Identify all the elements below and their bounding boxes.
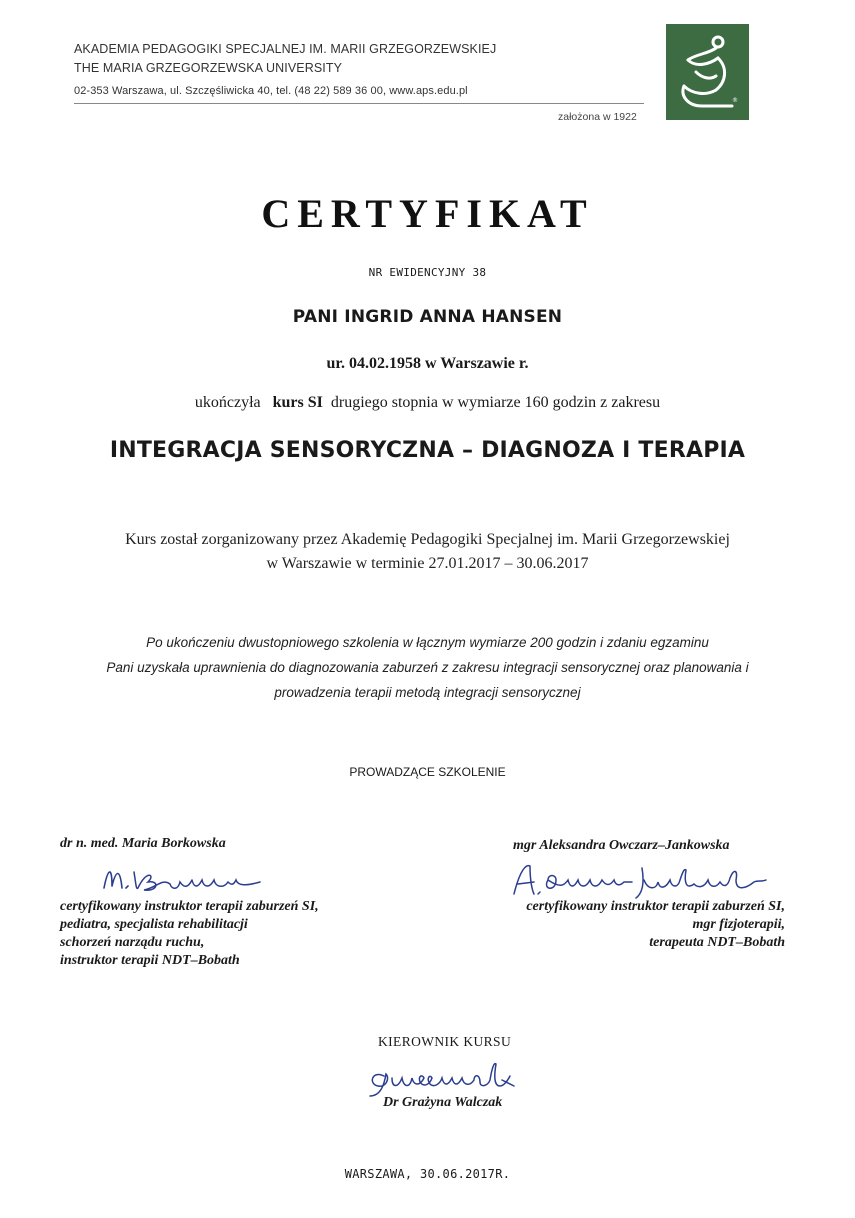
course-name: INTEGRACJA SENSORYCZNA – DIAGNOZA I TERAPIA <box>109 438 746 463</box>
registry-number: NR EWIDENCYJNY 38 <box>368 266 487 279</box>
right-instructor-signature <box>508 860 778 900</box>
left-cred-line: instruktor terapii NDT–Bobath <box>60 953 240 968</box>
right-cred-line: certyfikowany instruktor terapii zaburzeń SI, <box>526 899 785 914</box>
logo-figure-icon <box>666 24 749 120</box>
founded-note: założona w 1922 <box>558 111 637 123</box>
organized-line-2: w Warszawie w terminie 27.01.2017 – 30.06.2017 <box>266 555 589 572</box>
right-instructor-credentials <box>526 898 785 952</box>
certificate-title: CERTYFIKAT <box>261 191 594 236</box>
university-address: 02-353 Warszawa, ul. Szczęśliwicka 40, tel. (48 22) 589 36 00, www.aps.edu.pl <box>74 85 468 97</box>
left-cred-line: certyfikowany instruktor terapii zaburzeń SI, <box>60 899 319 914</box>
completed-prefix: ukończyła <box>194 394 261 411</box>
university-name-pl: AKADEMIA PEDAGOGIKI SPECJALNEJ IM. MARII GRZEGORZEWSKIEJ <box>74 42 497 56</box>
right-instructor-name: mgr Aleksandra Owczarz–Jankowska <box>513 838 730 853</box>
instructors-heading: PROWADZĄCE SZKOLENIE <box>349 765 506 779</box>
completed-course: kurs SI <box>272 394 323 411</box>
recipient-name: PANI INGRID ANNA HANSEN <box>292 307 563 327</box>
qualification-line-3: prowadzenia terapii metodą integracji sensorycznej <box>274 685 581 700</box>
left-cred-line: schorzeń narządu ruchu, <box>60 935 205 950</box>
university-name-en: THE MARIA GRZEGORZEWSKA UNIVERSITY <box>74 61 343 75</box>
right-cred-line: terapeuta NDT–Bobath <box>649 935 785 950</box>
left-instructor-signature <box>100 858 280 898</box>
svg-text:®: ® <box>732 97 738 104</box>
birth-info: ur. 04.02.1958 w Warszawie r. <box>326 355 529 372</box>
university-logo <box>666 24 749 120</box>
director-name: Dr Grażyna Walczak <box>383 1095 503 1110</box>
qualification-line-1: Po ukończeniu dwustopniowego szkolenia w łącznym wymiarze 200 godzin i zdaniu egzaminu <box>146 635 709 650</box>
left-instructor-name: dr n. med. Maria Borkowska <box>60 836 226 851</box>
organized-line-1: Kurs został zorganizowany przez Akademię Pedagogiki Specjalnej im. Marii Grzegorzewskiej <box>125 531 730 548</box>
completed-suffix: drugiego stopnia w wymiarze 160 godzin z zakresu <box>330 394 661 411</box>
director-heading: KIEROWNIK KURSU <box>378 1034 512 1049</box>
place-and-date: WARSZAWA, 30.06.2017R. <box>344 1167 511 1181</box>
director-signature <box>362 1056 542 1098</box>
header-divider <box>74 103 644 104</box>
right-cred-line: mgr fizjoterapii, <box>692 917 785 932</box>
completion-statement <box>0 394 855 412</box>
left-instructor-credentials <box>60 898 319 970</box>
qualification-line-2: Pani uzyskała uprawnienia do diagnozowania zaburzeń z zakresu integracji sensorycznej oraz planowania i <box>106 660 749 675</box>
left-cred-line: pediatra, specjalista rehabilitacji <box>60 917 248 932</box>
